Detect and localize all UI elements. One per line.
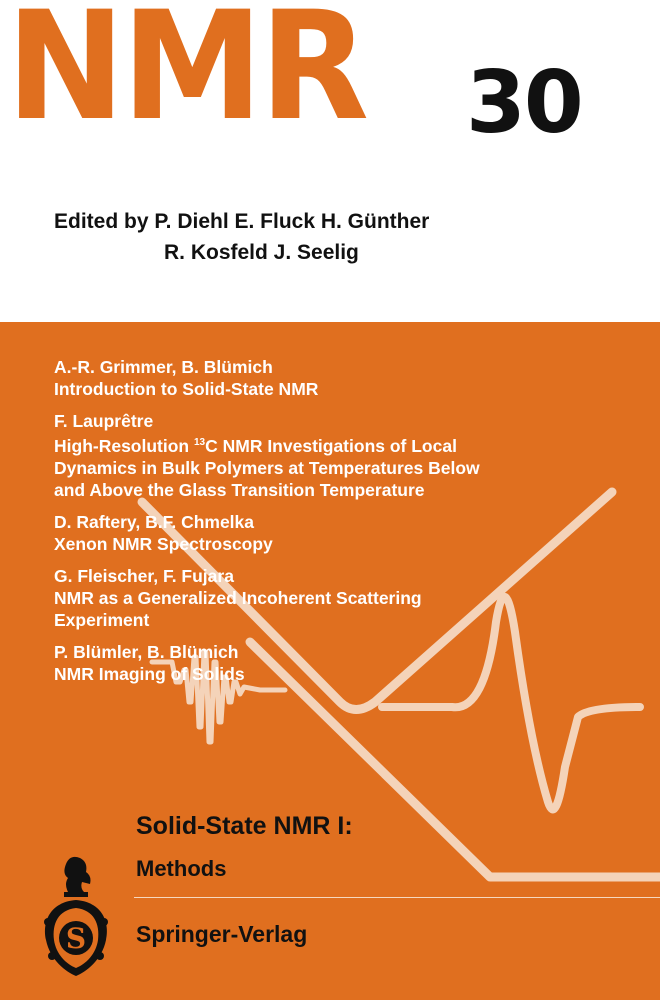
entry-title: Dynamics in Bulk Polymers at Temperatures Below (54, 458, 480, 478)
contents-entry (54, 641, 634, 685)
title-prefix: High-Resolution (54, 436, 194, 456)
entry-title: Introduction to Solid-State NMR (54, 379, 319, 399)
contents-list (54, 356, 634, 695)
volume-subtitle: Methods (136, 856, 227, 881)
contents-entry (54, 565, 634, 631)
entry-title-first-line (54, 432, 634, 457)
editors-line-1: Edited by P. Diehl E. Fluck H. Günther (54, 210, 430, 233)
entry-authors: F. Lauprêtre (54, 411, 154, 431)
entry-title: Experiment (54, 610, 150, 630)
contents-entry (54, 356, 634, 400)
entry-authors: A.-R. Grimmer, B. Blümich (54, 357, 273, 377)
entry-title: NMR Imaging of Solids (54, 664, 245, 684)
volume-number: 30 (466, 53, 582, 153)
entry-title: and Above the Glass Transition Temperature (54, 480, 425, 500)
contents-entry (54, 511, 634, 555)
volume-title: Solid-State NMR I: (136, 812, 353, 840)
series-title: NMR (6, 0, 366, 154)
divider-line (134, 897, 660, 898)
contents-entry (54, 410, 634, 501)
title-rest: C NMR Investigations of Local (205, 436, 457, 456)
svg-text:S: S (65, 922, 87, 955)
entry-authors: G. Fleischer, F. Fujara (54, 566, 234, 586)
editors-line-2: R. Kosfeld J. Seelig (164, 241, 359, 264)
entry-authors: D. Raftery, B.F. Chmelka (54, 512, 255, 532)
entry-title: NMR as a Generalized Incoherent Scattering (54, 588, 422, 608)
entry-title: Xenon NMR Spectroscopy (54, 534, 273, 554)
entry-authors: P. Blümler, B. Blümich (54, 642, 239, 662)
springer-knight-logo-icon (36, 852, 116, 982)
isotope-superscript: 13 (193, 437, 206, 448)
publisher-name: Springer-Verlag (136, 921, 308, 947)
